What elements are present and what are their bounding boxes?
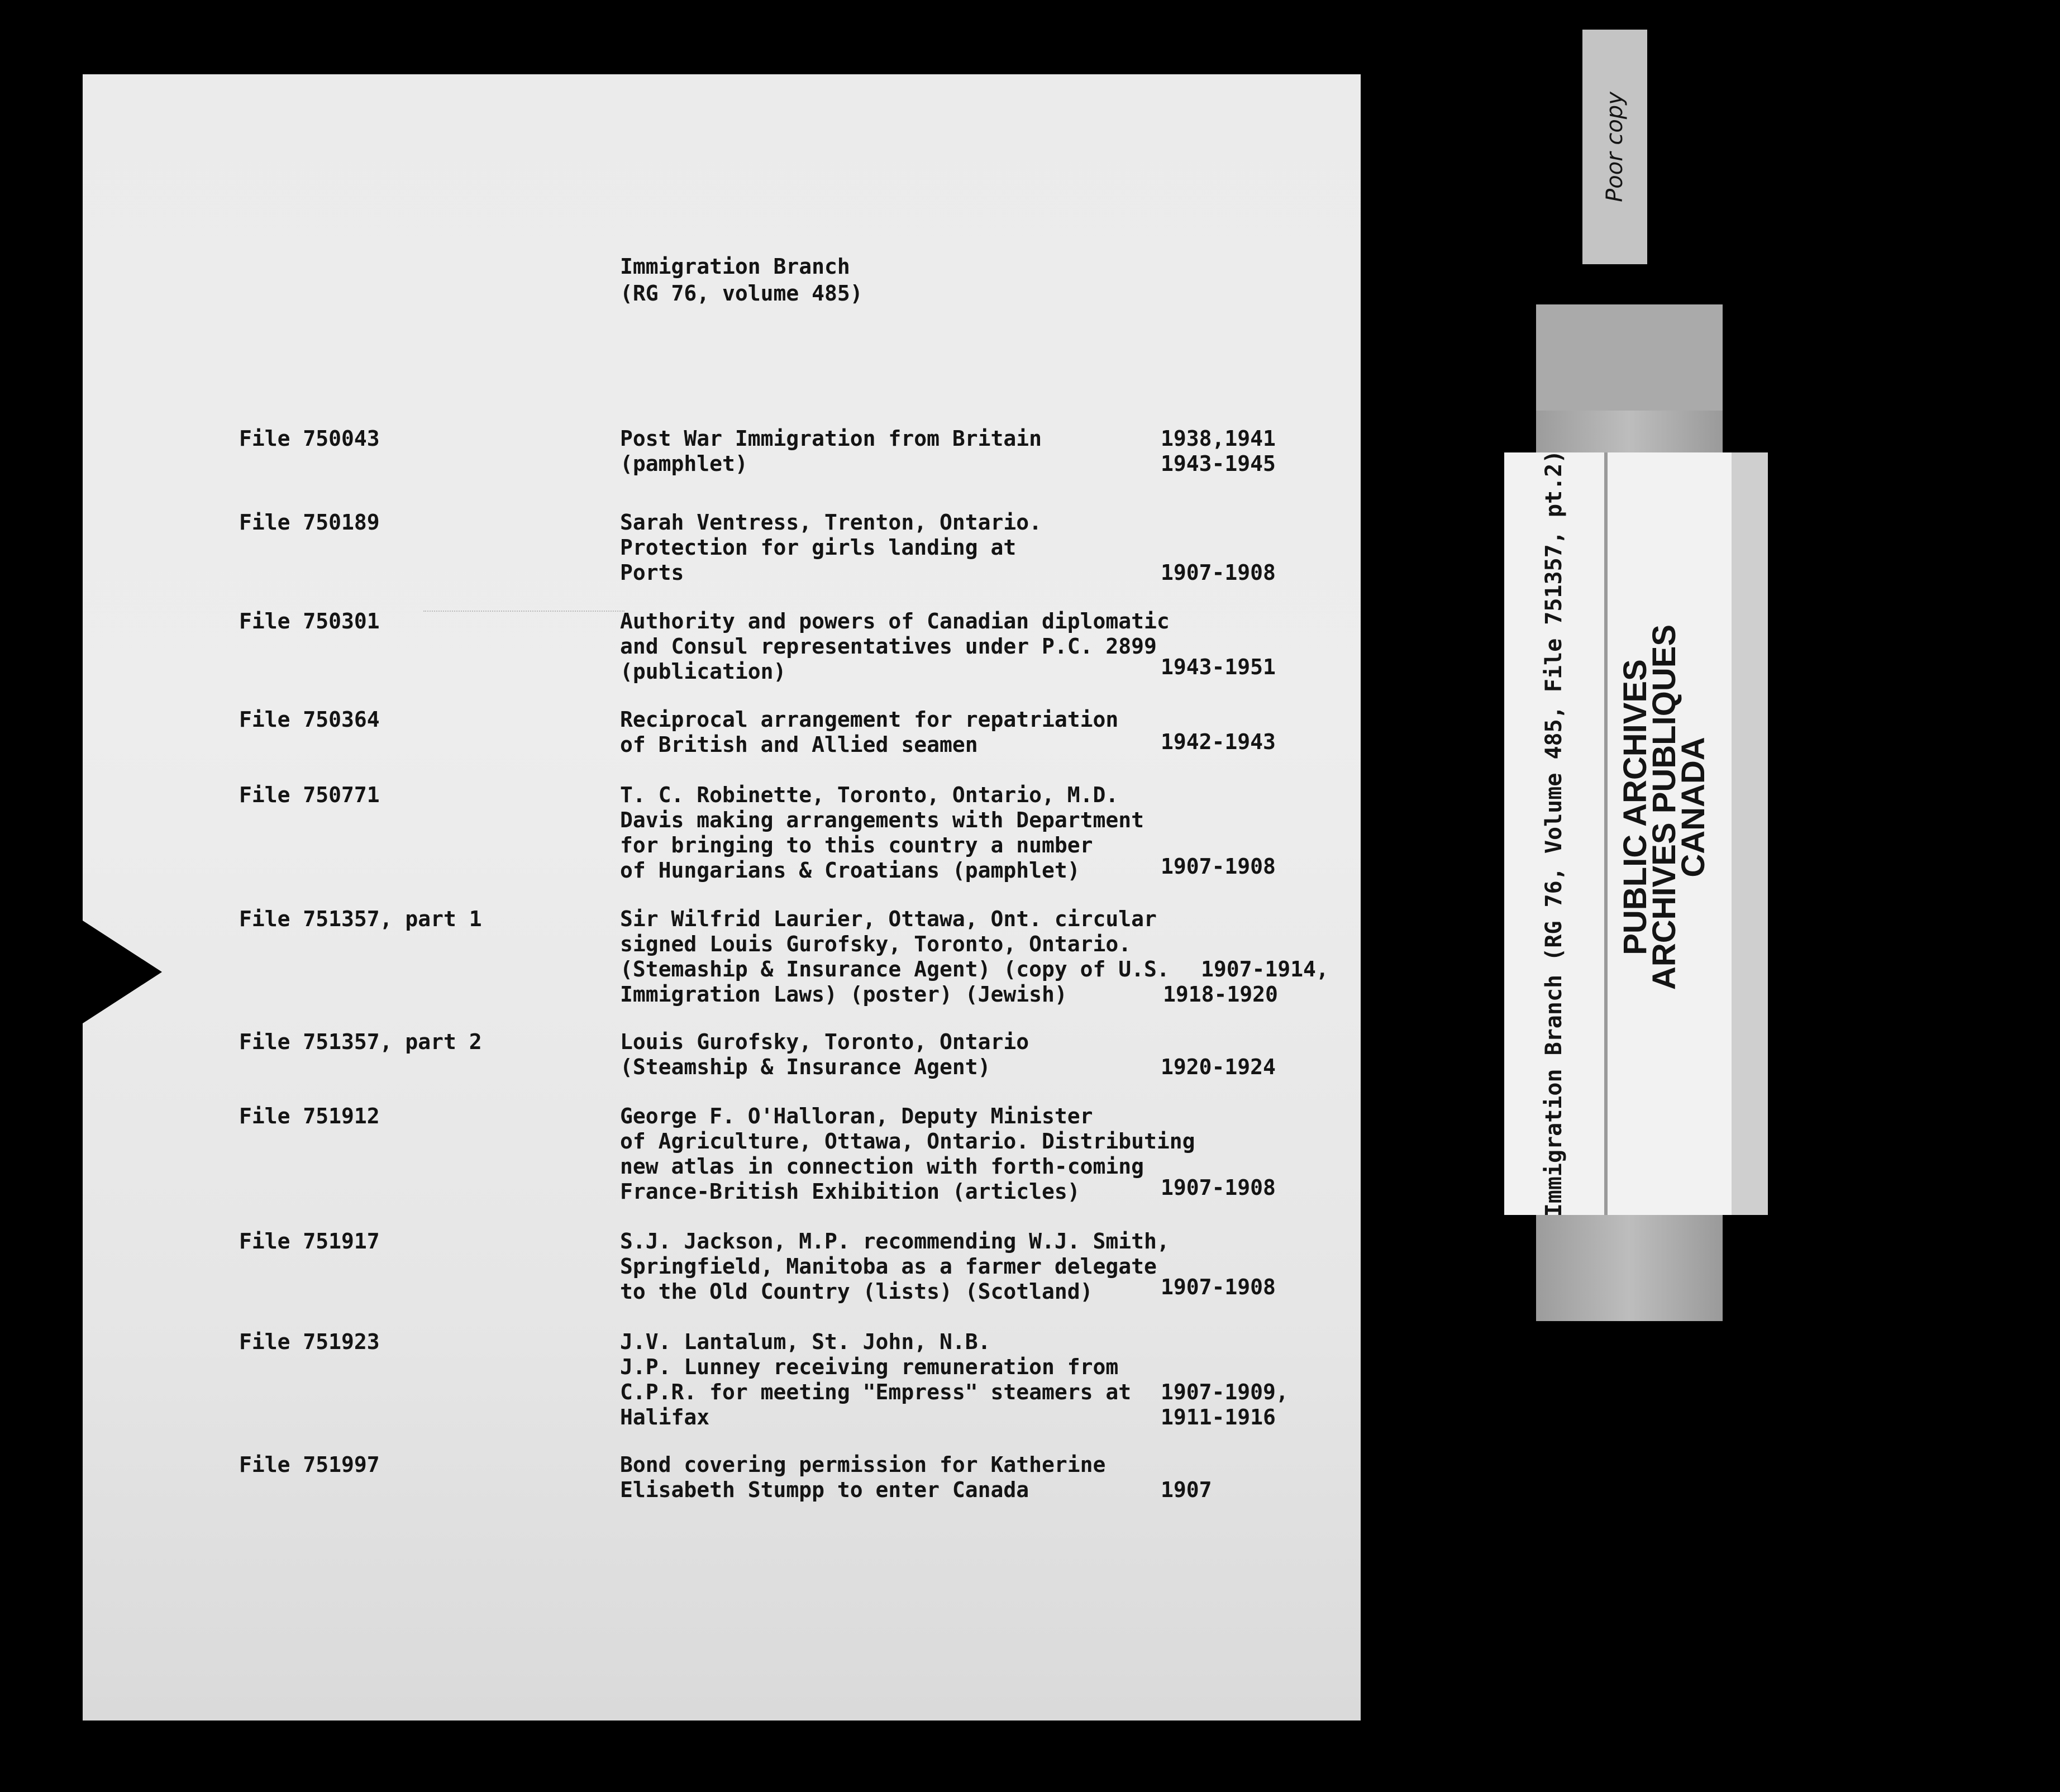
- date-line: 1938,1941: [1161, 426, 1276, 451]
- date-line: 1911-1916: [1161, 1405, 1276, 1429]
- description-line: Halifax: [620, 1405, 710, 1429]
- file-description: [620, 1104, 1195, 1204]
- header-subtitle: (RG 76, volume 485): [620, 281, 863, 306]
- file-description: [620, 1329, 1131, 1430]
- file-description: [620, 609, 1170, 684]
- archive-line-en: PUBLIC ARCHIVES: [1617, 659, 1653, 955]
- file-description: [620, 907, 1170, 1007]
- date-line: 1907-1908: [1161, 1275, 1276, 1299]
- description-line: and Consul representatives under P.C. 2899: [620, 634, 1157, 659]
- archive-line-country: CANADA: [1675, 737, 1711, 878]
- description-line: Reciprocal arrangement for repatriation: [620, 707, 1119, 732]
- description-line: Protection for girls landing at: [620, 535, 1017, 560]
- description-line: C.P.R. for meeting "Empress" steamers at: [620, 1380, 1132, 1404]
- file-dates: [1161, 1380, 1289, 1430]
- description-line: Ports: [620, 560, 684, 585]
- date-line: 1918-1920: [1163, 982, 1278, 1007]
- description-line: T. C. Robinette, Toronto, Ontario, M.D.: [620, 783, 1119, 807]
- file-description: [620, 510, 1042, 585]
- file-number: File 750364: [239, 707, 380, 732]
- page-notch: [83, 921, 162, 1023]
- description-line: Immigration Laws) (poster) (Jewish): [620, 982, 1067, 1007]
- date-line: 1907-1909,: [1161, 1380, 1289, 1404]
- archive-stamp: [1617, 624, 1711, 990]
- description-line: (pamphlet): [620, 451, 748, 476]
- date-line: 1907-1908: [1161, 1175, 1276, 1200]
- description-line: Authority and powers of Canadian diplomatic: [620, 609, 1170, 633]
- file-description: [620, 707, 1118, 757]
- description-line: signed Louis Gurofsky, Toronto, Ontario.: [620, 932, 1132, 956]
- file-number: File 751357, part 1: [239, 907, 482, 931]
- date-line: 1920-1924: [1161, 1055, 1276, 1079]
- file-description: [620, 1229, 1170, 1304]
- header-title: Immigration Branch: [620, 254, 850, 279]
- label-divider: [1604, 452, 1608, 1215]
- file-number: File 750301: [239, 609, 380, 633]
- label-card-edge: [1732, 452, 1768, 1215]
- folder-strip-top: [1536, 304, 1723, 411]
- date-line: 1943-1951: [1161, 655, 1276, 679]
- file-number: File 751917: [239, 1229, 380, 1254]
- file-dates: [1161, 1055, 1276, 1080]
- file-number: File 750043: [239, 426, 380, 451]
- description-line: Springfield, Manitoba as a farmer delegate: [620, 1254, 1157, 1279]
- description-line: George F. O'Halloran, Deputy Minister: [620, 1104, 1093, 1128]
- file-dates: [1161, 1175, 1276, 1200]
- file-dates: [1161, 1478, 1212, 1503]
- archive-line-fr: ARCHIVES PUBLIQUES: [1646, 624, 1682, 990]
- file-dates: [1161, 426, 1276, 476]
- description-line: of Agriculture, Ottawa, Ontario. Distributing: [620, 1129, 1195, 1154]
- description-line: (Steamship & Insurance Agent): [620, 1055, 991, 1079]
- description-line: Bond covering permission for Katherine: [620, 1452, 1106, 1477]
- file-dates: [1161, 655, 1276, 680]
- description-line: of British and Allied seamen: [620, 732, 978, 757]
- description-line: (Stemaship & Insurance Agent) (copy of U.S.: [620, 957, 1170, 981]
- file-dates: [1161, 730, 1276, 755]
- file-number: File 751357, part 2: [239, 1030, 482, 1054]
- description-line: to the Old Country (lists) (Scotland): [620, 1279, 1093, 1304]
- description-line: J.P. Lunney receiving remuneration from: [620, 1355, 1119, 1379]
- file-description: [620, 783, 1144, 883]
- date-line: 1907: [1161, 1478, 1212, 1502]
- file-dates: [1201, 957, 1329, 982]
- file-number: File 750189: [239, 510, 380, 535]
- description-line: Elisabeth Stumpp to enter Canada: [620, 1478, 1029, 1502]
- poor-copy-tag: [1582, 30, 1647, 264]
- description-line: (publication): [620, 659, 786, 684]
- file-description: [620, 1452, 1105, 1503]
- date-line: 1907-1914,: [1201, 957, 1329, 981]
- page-header: [620, 253, 863, 307]
- file-dates-continued: [1163, 982, 1278, 1007]
- description-line: Louis Gurofsky, Toronto, Ontario: [620, 1030, 1029, 1054]
- description-line: Davis making arrangements with Department: [620, 808, 1144, 832]
- date-line: 1907-1908: [1161, 560, 1276, 585]
- description-line: Post War Immigration from Britain: [620, 426, 1042, 451]
- date-line: 1907-1908: [1161, 854, 1276, 879]
- document-page: [83, 74, 1361, 1720]
- description-line: new atlas in connection with forth-coming: [620, 1154, 1144, 1179]
- file-number: File 750771: [239, 783, 380, 807]
- date-line: 1943-1945: [1161, 451, 1276, 476]
- description-line: J.V. Lantalum, St. John, N.B.: [620, 1329, 991, 1354]
- file-number: File 751997: [239, 1452, 380, 1477]
- date-line: 1942-1943: [1161, 730, 1276, 754]
- file-dates: [1161, 1275, 1276, 1300]
- description-line: for bringing to this country a number: [620, 833, 1093, 857]
- file-description: [620, 1030, 1029, 1080]
- poor-copy-text: Poor copy: [1602, 92, 1628, 202]
- file-number: File 751912: [239, 1104, 380, 1128]
- faint-divider: [423, 611, 624, 612]
- description-line: S.J. Jackson, M.P. recommending W.J. Smith,: [620, 1229, 1170, 1254]
- file-number: File 751923: [239, 1329, 380, 1354]
- description-line: of Hungarians & Croatians (pamphlet): [620, 858, 1080, 883]
- description-line: Sarah Ventress, Trenton, Ontario.: [620, 510, 1042, 535]
- file-description: [620, 426, 1042, 476]
- description-line: Sir Wilfrid Laurier, Ottawa, Ont. circular: [620, 907, 1157, 931]
- archive-reference: Immigration Branch (RG 76, Volume 485, File 751357, pt.2): [1541, 450, 1567, 1217]
- file-dates: [1161, 854, 1276, 879]
- file-dates: [1161, 560, 1276, 585]
- description-line: France-British Exhibition (articles): [620, 1179, 1080, 1204]
